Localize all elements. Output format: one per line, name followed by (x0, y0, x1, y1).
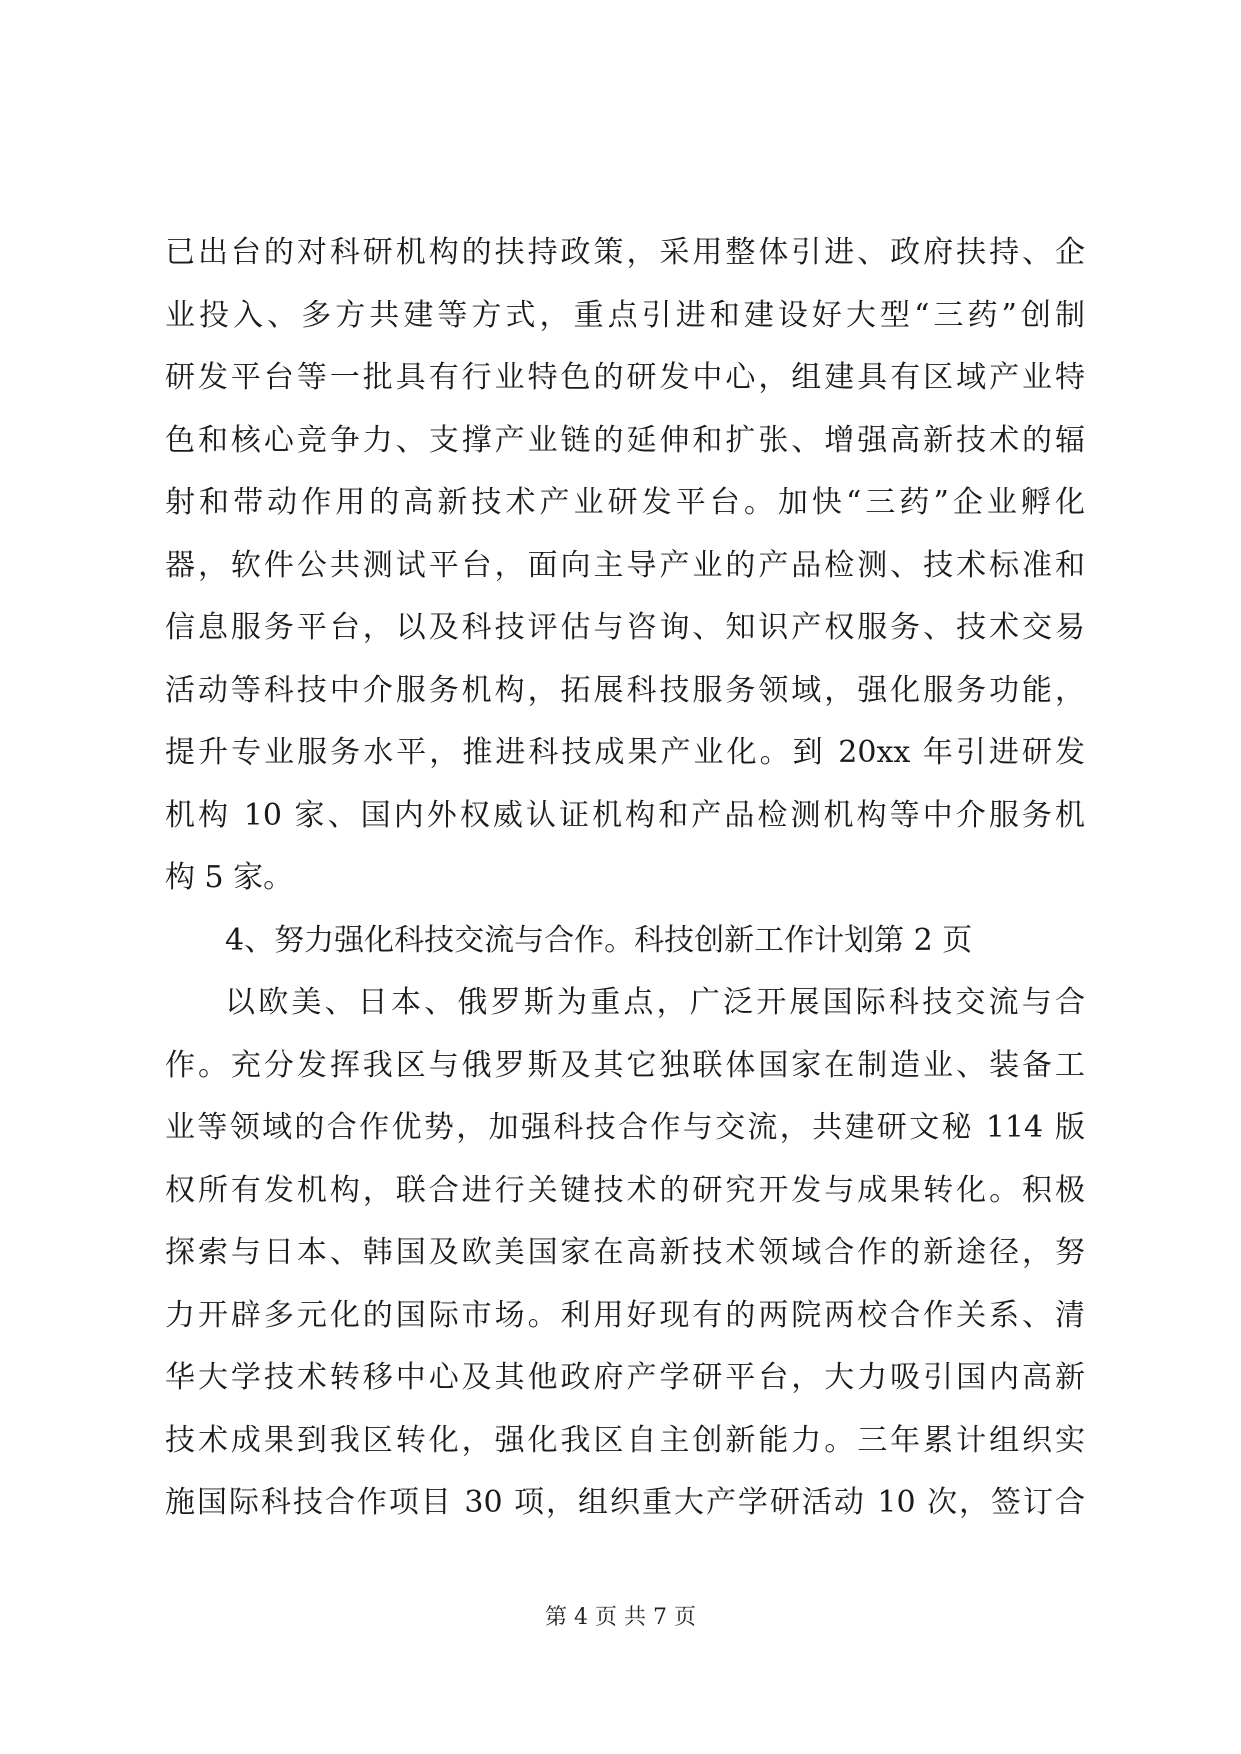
paragraph-line: 研发平台等一批具有行业特色的研发中心，组建具有区域产业特 (165, 360, 1085, 395)
paragraph-line: 活动等科技中介服务机构，拓展科技服务领域，强化服务功能， (165, 672, 1085, 708)
paragraph-line: 施国际科技合作项目 30 项，组织重大产学研活动 10 次，签订合 (165, 1485, 1085, 1520)
paragraph-line: 器，软件公共测试平台，面向主导产业的产品检测、技术标准和 (165, 547, 1085, 583)
paragraph-line: 业投入、多方共建等方式，重点引进和建设好大型“三药”创制 (165, 297, 1085, 333)
paragraph-line: 射和带动作用的高新技术产业研发平台。加快“三药”企业孵化 (165, 485, 1085, 520)
paragraph-line: 色和核心竞争力、支撑产业链的延伸和扩张、增强高新技术的辐 (165, 422, 1085, 458)
paragraph-line: 探索与日本、韩国及欧美国家在高新技术领域合作的新途径，努 (165, 1235, 1085, 1270)
section-heading-line: 4、努力强化科技交流与合作。科技创新工作计划第 2 页 (225, 922, 973, 958)
paragraph-line: 机构 10 家、国内外权威认证机构和产品检测机构等中介服务机 (165, 797, 1085, 833)
page-footer (0, 1603, 1241, 1633)
paragraph-line: 华大学技术转移中心及其他政府产学研平台，大力吸引国内高新 (165, 1360, 1085, 1395)
paragraph-line: 力开辟多元化的国际市场。利用好现有的两院两校合作关系、清 (165, 1297, 1085, 1333)
page-number: 第 4 页 共 7 页 (545, 1605, 696, 1630)
paragraph-line: 作。充分发挥我区与俄罗斯及其它独联体国家在制造业、装备工 (165, 1047, 1085, 1083)
paragraph-line: 权所有发机构，联合进行关键技术的研究开发与成果转化。积极 (165, 1172, 1085, 1208)
document-body (165, 222, 1085, 1535)
paragraph-line: 技术成果到我区转化，强化我区自主创新能力。三年累计组织实 (165, 1422, 1085, 1458)
paragraph-line: 构 5 家。 (165, 860, 294, 895)
paragraph-line: 信息服务平台，以及科技评估与咨询、知识产权服务、技术交易 (165, 610, 1085, 645)
paragraph-line: 业等领域的合作优势，加强科技合作与交流，共建研文秘 114 版 (165, 1110, 1085, 1145)
paragraph-line: 以欧美、日本、俄罗斯为重点，广泛开展国际科技交流与合 (225, 985, 1085, 1020)
paragraph-line: 提升专业服务水平，推进科技成果产业化。到 20xx 年引进研发 (165, 735, 1085, 770)
paragraph-line: 已出台的对科研机构的扶持政策，采用整体引进、政府扶持、企 (165, 235, 1085, 270)
